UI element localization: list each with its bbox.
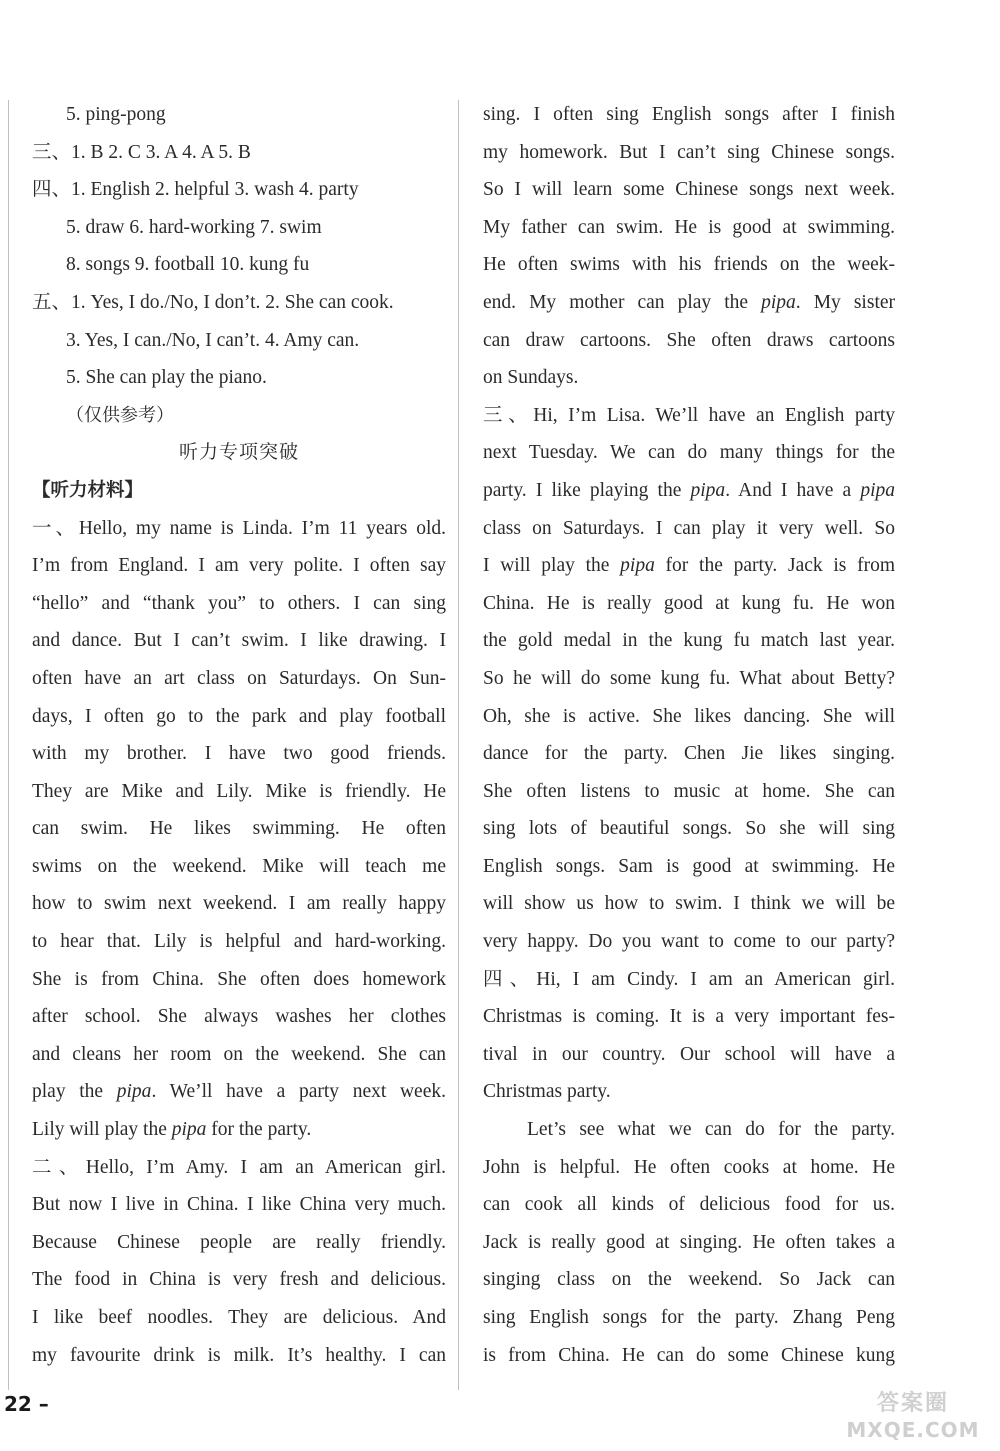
text-line [32,472,446,510]
text-segment: with my brother. I have two good friends. [32,743,446,765]
text-line [483,1149,895,1187]
text-segment: and dance. But I can’t swim. I like drawing. I [32,630,446,652]
text-line [483,698,895,736]
text-segment: the gold medal in the kung fu match last year. [483,630,895,652]
text-segment: 8. songs 9. football 10. kung fu [66,254,310,276]
text-segment: 5. draw 6. hard-working 7. swim [66,216,322,238]
text-line [32,1073,446,1111]
text-line [483,585,895,623]
text-line [32,322,446,360]
text-segment: to hear that. Lily is helpful and hard-working. [32,931,446,953]
text-line [32,510,446,548]
text-segment: 3. Yes, I can./No, I can’t. 4. Amy can. [66,329,360,351]
text-segment: . We’ll have a party next week. [151,1081,446,1103]
text-segment: I will play the [483,555,621,577]
text-segment: next Tuesday. We can do many things for the [483,442,895,464]
text-segment: 三、Hi, I’m Lisa. We’ll have an English party [483,404,895,426]
text-segment: end. My mother can play the [483,291,762,313]
text-line [32,359,446,397]
text-line [32,434,446,472]
text-line [483,322,895,360]
text-line [483,434,895,472]
watermark-logo [838,1390,988,1446]
text-line [32,735,446,773]
text-line [32,1224,446,1262]
text-segment: He often swims with his friends on the week- [483,254,895,276]
text-line [483,660,895,698]
text-segment: My father can swim. He is good at swimming. [483,216,895,238]
text-line [483,246,895,284]
text-segment: Lily will play the [32,1119,172,1141]
text-line [32,773,446,811]
text-segment: often have an art class on Saturdays. On Sun- [32,667,446,689]
text-segment: can swim. He likes swimming. He often [32,818,446,840]
text-line [32,848,446,886]
text-line [32,547,446,585]
text-segment: Because Chinese people are really friendly. [32,1231,446,1253]
text-segment: singing class on the weekend. So Jack can [483,1269,895,1291]
text-segment: swims on the weekend. Mike will teach me [32,855,446,877]
text-segment: very happy. Do you want to come to our party? [483,931,895,953]
text-segment: So I will learn some Chinese songs next week. [483,179,895,201]
text-segment: English songs. Sam is good at swimming. He [483,855,895,877]
text-line [483,1111,895,1149]
column-divider [458,100,459,1390]
text-line [483,1261,895,1299]
text-segment: I’m from England. I am very polite. I often say [32,555,446,577]
text-segment: can cook all kinds of delicious food for us. [483,1194,895,1216]
text-segment: 四、Hi, I am Cindy. I am an American girl. [483,968,895,990]
text-segment: 一、Hello, my name is Linda. I’m 11 years old. [32,517,446,539]
text-line [32,284,446,322]
italic-term: pipa [860,479,895,501]
italic-term: pipa [620,555,655,577]
text-line [32,96,446,134]
text-segment: “hello” and “thank you” to others. I can sing [32,592,446,614]
text-line [483,1224,895,1262]
text-segment: play the [32,1081,117,1103]
italic-term: pipa [690,479,726,501]
text-segment: 5. ping-pong [66,104,166,125]
italic-term: pipa [116,1081,152,1103]
text-line [32,1149,446,1187]
text-segment: will show us how to swim. I think we will be [483,893,895,915]
text-segment: Let’s see what we can do for the party. [527,1119,895,1141]
text-segment: Christmas is coming. It is a very important fes- [483,1006,895,1028]
text-segment: But now I live in China. I like China very much. [32,1194,446,1216]
text-line [483,171,895,209]
text-line [483,622,895,660]
text-line [483,1299,895,1337]
text-segment: how to swim next weekend. I am really happy [32,893,446,915]
watermark-url: MXQE.COM [846,1418,980,1442]
text-line [483,510,895,548]
text-line [483,885,895,923]
text-segment: She is from China. She often does homework [32,968,446,990]
text-line [483,923,895,961]
text-segment: 四、1. English 2. helpful 3. wash 4. party [32,179,359,201]
text-line [483,547,895,585]
text-segment: John is helpful. He often cooks at home. He [483,1156,895,1178]
text-segment: I like beef noodles. They are delicious. And [32,1307,446,1328]
text-line [483,1073,895,1111]
text-segment: 五、1. Yes, I do./No, I don’t. 2. She can cook. [32,291,394,313]
text-line [32,923,446,961]
text-segment: The food in China is very fresh and delicious. [32,1269,446,1291]
text-line [32,1036,446,1074]
text-segment: . And I have a [725,479,861,501]
text-line [483,773,895,811]
text-segment: sing English songs for the party. Zhang Peng [483,1307,895,1328]
text-line [483,810,895,848]
text-line [483,96,895,134]
text-segment: They are Mike and Lily. Mike is friendly. He [32,780,446,802]
text-line [32,171,446,209]
text-line [32,998,446,1036]
text-segment: can draw cartoons. She often draws cartoons [483,329,895,351]
text-segment: for the party. [206,1119,312,1141]
page-number: 22 – [4,1392,49,1416]
right-column [483,96,895,1374]
text-line [32,209,446,247]
italic-term: pipa [171,1119,207,1141]
left-margin-rule [8,100,9,1390]
text-line [483,848,895,886]
text-segment: sing. I often sing English songs after I finish [483,104,895,125]
text-segment: Jack is really good at singing. He often takes a [483,1231,895,1253]
text-line [483,1036,895,1074]
text-segment: So he will do some kung fu. What about Betty? [483,667,895,689]
text-segment: my homework. But I can’t sing Chinese songs. [483,141,895,163]
text-segment: and cleans her room on the weekend. She can [32,1043,446,1065]
text-line [483,134,895,172]
text-line [483,961,895,999]
text-line [483,472,895,510]
text-line [32,660,446,698]
watermark-logo-text: 答案圈 [876,1391,949,1416]
text-segment: on Sundays. [483,367,579,389]
text-segment: 三、1. B 2. C 3. A 4. A 5. B [32,141,251,163]
text-segment: （仅供参考） [66,404,174,426]
text-line [483,735,895,773]
text-line [32,1111,446,1149]
text-segment: tival in our country. Our school will have a [483,1043,895,1065]
text-line [483,209,895,247]
text-segment: my favourite drink is milk. It’s healthy. I can [32,1344,446,1366]
text-segment: for the party. Jack is from [654,555,896,577]
text-segment: sing lots of beautiful songs. So she will sing [483,818,895,840]
text-segment: after school. She always washes her clothes [32,1006,446,1028]
text-segment: 听力专项突破 [178,441,299,464]
text-segment: 二、Hello, I’m Amy. I am an American girl. [32,1156,446,1178]
text-segment: days, I often go to the park and play football [32,705,446,727]
text-segment: Oh, she is active. She likes dancing. She will [483,705,895,727]
text-line [32,622,446,660]
text-segment: . My sister [795,291,896,313]
text-line [32,1337,446,1375]
text-segment: China. He is really good at kung fu. He won [483,592,895,614]
text-line [32,1186,446,1224]
text-line [483,359,895,397]
text-line [32,885,446,923]
text-line [483,1337,895,1375]
text-line [483,998,895,1036]
text-segment: dance for the party. Chen Jie likes singing. [483,743,895,765]
text-segment: She often listens to music at home. She can [483,780,895,802]
text-line [483,284,895,322]
text-segment: is from China. He can do some Chinese kung [483,1344,895,1366]
text-segment: class on Saturdays. I can play it very well. So [483,517,895,539]
text-segment: Christmas party. [483,1081,611,1103]
text-line [32,585,446,623]
text-line [483,1186,895,1224]
text-line [32,246,446,284]
text-line [32,810,446,848]
italic-term: pipa [761,291,796,313]
text-line [32,397,446,435]
text-line [32,961,446,999]
text-line [32,1261,446,1299]
text-segment: 【听力材料】 [32,479,144,501]
left-column [32,96,446,1374]
text-line [32,134,446,172]
text-line [32,698,446,736]
text-segment: party. I like playing the [483,479,691,501]
text-segment: 5. She can play the piano. [66,367,267,389]
text-line [32,1299,446,1337]
text-line [483,397,895,435]
